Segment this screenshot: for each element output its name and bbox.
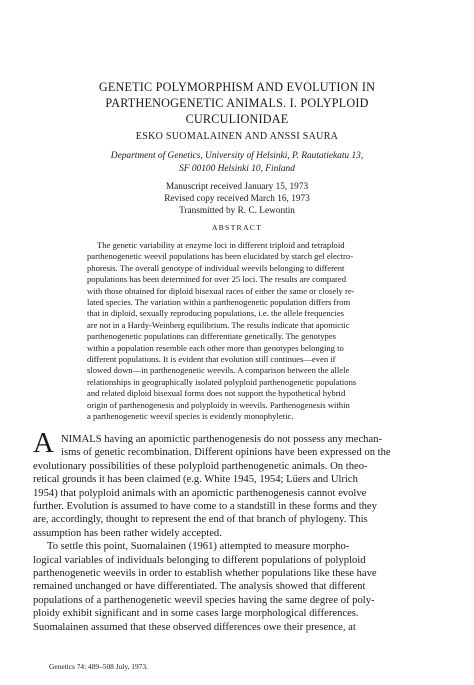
affiliation xyxy=(40,150,434,175)
paper-title xyxy=(40,79,434,127)
transmitted-by: Transmitted by R. C. Lewontin xyxy=(179,206,295,217)
revised-date: Revised copy received March 16, 1973 xyxy=(164,194,310,205)
body-line: Suomalainen assumed that these observed differences owe their presence, at xyxy=(33,621,356,633)
body-line: logical variables of individuals belonging to different populations of polyploid xyxy=(33,554,366,566)
title-line-1: GENETIC POLYMORPHISM AND EVOLUTION IN xyxy=(98,80,376,94)
body-paragraph-1 xyxy=(33,433,443,634)
affiliation-line-2: SF 00100 Helsinki 10, Finland xyxy=(179,163,295,174)
abstract-line: lated species. The variation within a parthenogenetic population differs from xyxy=(87,297,351,308)
abstract-line: are not in a Hardy-Weinberg equilibrium. The results indicate that apomictic xyxy=(87,319,350,330)
abstract-line: different populations. It is evident that evolution still continues—even if xyxy=(87,354,336,365)
body-line: To settle this point, Suomalainen (1961) attempted to measure morpho- xyxy=(47,541,350,553)
journal-footer: Genetics 74: 489–508 July, 1973. xyxy=(49,662,148,671)
abstract-line: parthenogenetic populations can differentiate genetically. The genotypes xyxy=(87,331,336,342)
abstract-line: and related diploid bisexual forms does not support the hypothetical hybrid xyxy=(87,388,346,399)
body-line: are, accordingly, thought to represent the end of that branch of phylogeny. This xyxy=(33,514,368,526)
authors: ESKO SUOMALAINEN AND ANSSI SAURA xyxy=(135,131,339,142)
abstract-line: origin of parthenogenesis and polyploidy in weevils. Parthenogenesis within xyxy=(87,399,350,410)
abstract-text xyxy=(87,240,387,423)
body-line: 1954) that polyploid animals with an apomictic parthenogenesis cannot evolve xyxy=(33,487,367,499)
body-line: populations of a parthenogenetic weevil species having the same degree of poly- xyxy=(33,594,375,606)
abstract-line: relationships in geographically isolated polyploid parthenogenetic populations xyxy=(87,376,357,387)
affiliation-line-1: Department of Genetics, University of Helsinki, P. Rautatiekatu 13, xyxy=(110,151,364,161)
body-line: parthenogenetic weevils in order to establish whether populations like these have xyxy=(33,568,377,580)
abstract-line: slowed down—in parthenogenetic weevils. A comparison between the allele xyxy=(87,365,350,376)
body-line: NIMALS having an apomictic parthenogenesis do not possess any mechan- xyxy=(61,434,382,445)
abstract-line: that in diploid, sexually reproducing populations, i.e. the allele frequencies xyxy=(87,308,345,319)
body-line: isms of genetic recombination. Different opinions have been expressed on the xyxy=(61,447,391,459)
body-line: evolutionary possibilities of these polyploid parthenogenetic animals. On theo- xyxy=(33,460,368,472)
body-line: assumption has been rather widely accepted. xyxy=(33,527,222,539)
drop-cap: A xyxy=(33,427,54,459)
manuscript-dates xyxy=(40,181,434,218)
abstract-line: phoresis. The overall genotype of individual weevils belonging to different xyxy=(87,262,345,273)
title-line-3: CURCULIONIDAE xyxy=(185,112,289,126)
abstract-line: with those obtained for diploid bisexual races of either the same or closely re- xyxy=(87,285,355,296)
body-line: remained unchanged or have differentiated. The analysis showed that different xyxy=(33,581,366,593)
abstract-line: parthenogenetic weevil populations has been elucidated by starch gel electro- xyxy=(87,251,354,262)
body-line: retical grounds it has been claimed (e.g. White 1945, 1954; Lüers and Ulrich xyxy=(33,474,358,486)
abstract-line: populations has been determined for over 25 loci. The results are compared xyxy=(87,274,346,285)
abstract-line: a parthenogenetic weevil species is evidently monophyletic. xyxy=(87,411,294,422)
abstract-line: within a population resemble each other more than genotypes belonging to xyxy=(87,342,344,353)
abstract-heading: ABSTRACT xyxy=(211,223,263,232)
title-line-2: PARTHENOGENETIC ANIMALS. I. POLYPLOID xyxy=(105,96,369,110)
body-line: further. Evolution is assumed to have come to a standstill in these forms and they xyxy=(33,501,377,513)
abstract-line: The genetic variability at enzyme loci in different triploid and tetraploid xyxy=(97,240,345,250)
received-date: Manuscript received January 15, 1973 xyxy=(165,182,309,192)
body-line: ploidy exhibit significant and in some cases large morphological differences. xyxy=(33,608,359,620)
